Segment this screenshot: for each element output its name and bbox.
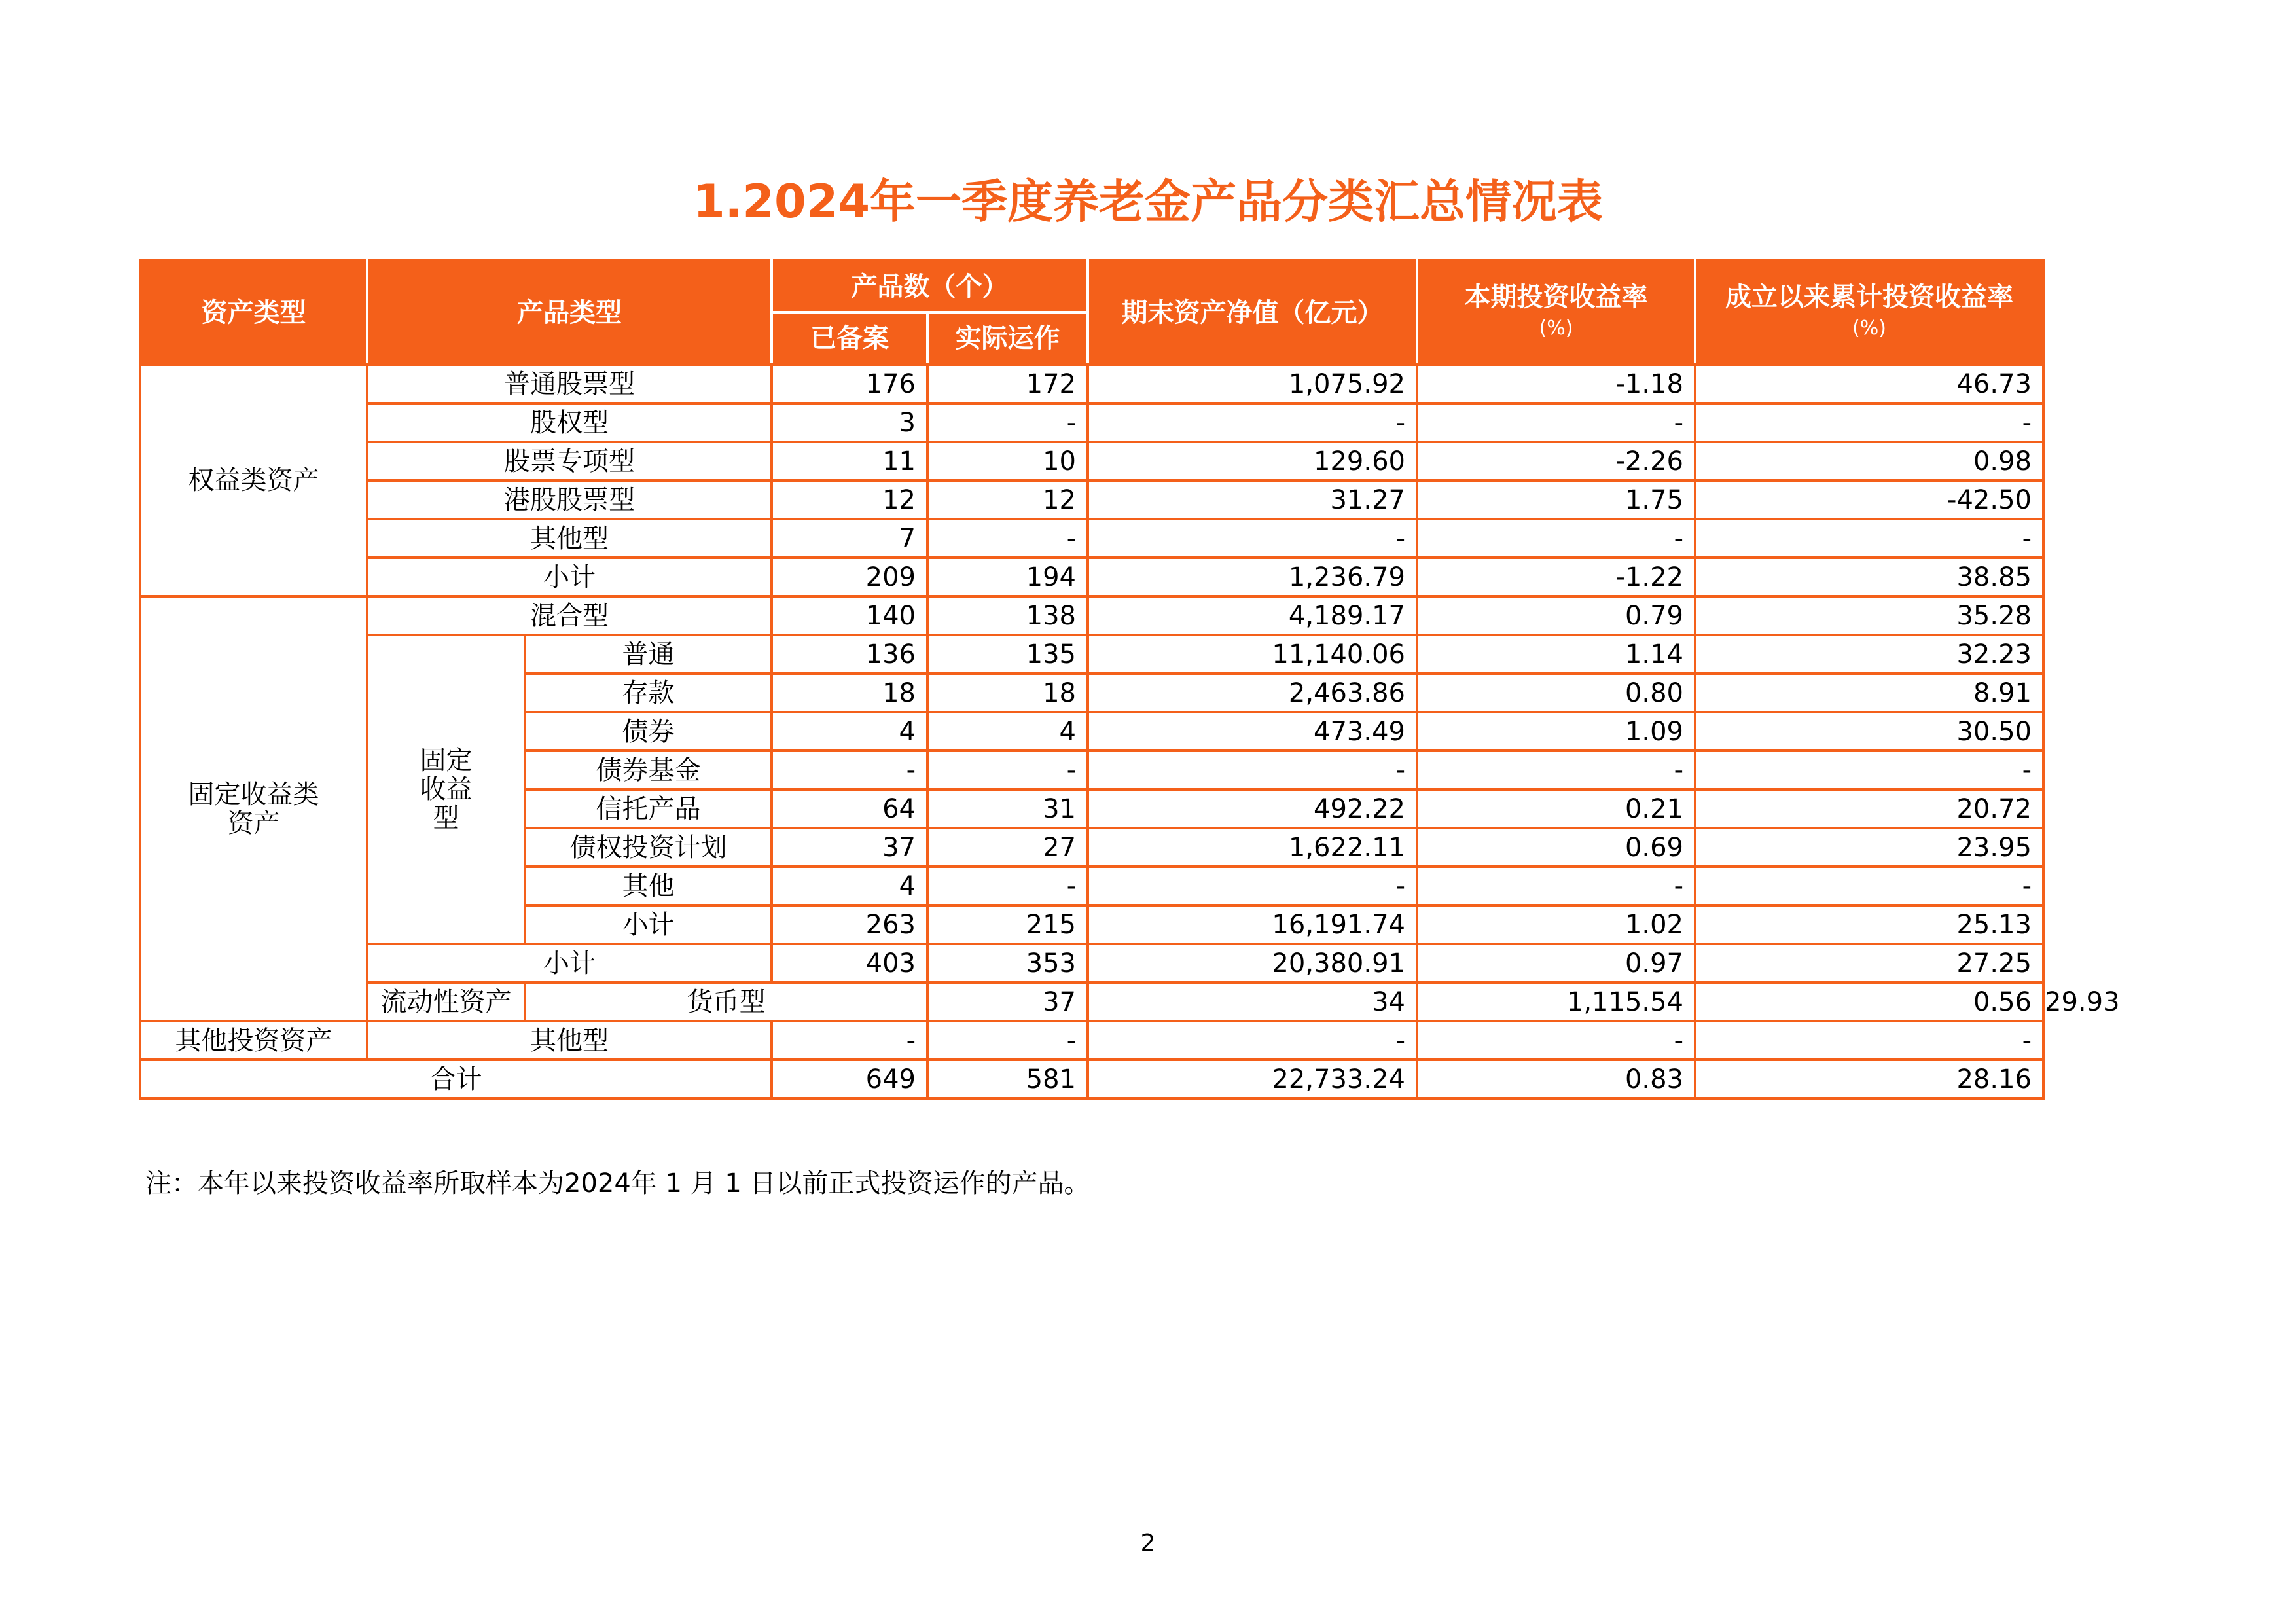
header-period-return-unit: (%) (1539, 316, 1573, 340)
net-asset-cell: 20,380.91 (1088, 944, 1417, 983)
operating-count-cell: 10 (927, 442, 1088, 480)
table-header (140, 261, 2043, 365)
filed-count-cell: 140 (772, 596, 927, 635)
period-return-cell: - (1417, 519, 1695, 558)
operating-count-cell: 172 (927, 365, 1088, 403)
net-asset-cell: 31.27 (1088, 480, 1417, 519)
cumulative-return-cell: - (1695, 1021, 2043, 1060)
group-fixed-income (140, 596, 367, 1021)
period-return-cell: 0.79 (1417, 596, 1695, 635)
product-type-cell: 债权投资计划 (525, 828, 772, 867)
pension-product-summary-table (139, 259, 2120, 1100)
filed-count-cell: 649 (772, 1060, 927, 1098)
table-row (140, 596, 2043, 635)
operating-count-cell: 581 (927, 1060, 1088, 1098)
product-type-cell: 混合型 (367, 596, 772, 635)
group-equity: 权益类资产 (140, 365, 367, 596)
filed-count-cell: 7 (772, 519, 927, 558)
product-type-cell: 小计 (367, 944, 772, 983)
group-fixed-income-type (367, 635, 525, 944)
cumulative-return-cell: 38.85 (1695, 558, 2043, 596)
cumulative-return-cell: - (1695, 519, 2043, 558)
net-asset-cell: 1,236.79 (1088, 558, 1417, 596)
period-return-cell: 0.21 (1417, 789, 1695, 828)
product-type-cell: 信托产品 (525, 789, 772, 828)
operating-count-cell: 34 (1088, 983, 1417, 1021)
net-asset-cell: 2,463.86 (1088, 674, 1417, 712)
net-asset-cell: - (1088, 403, 1417, 442)
net-asset-cell: 22,733.24 (1088, 1060, 1417, 1098)
cumulative-return-cell: - (1695, 867, 2043, 905)
table-row: 流动性资产 货币型 37 34 1,115.54 0.56 29.93 (140, 983, 2043, 1021)
operating-count-cell: 135 (927, 635, 1088, 674)
product-type-cell: 存款 (525, 674, 772, 712)
product-type-cell: 普通股票型 (367, 365, 772, 403)
product-type-cell: 其他型 (367, 1021, 772, 1060)
footnote: 注：本年以来投资收益率所取样本为2024年 1 月 1 日以前正式投资运作的产品。 (145, 1168, 1090, 1199)
header-asset-type: 资产类型 (140, 261, 367, 365)
net-asset-cell: - (1088, 867, 1417, 905)
period-return-cell: - (1417, 867, 1695, 905)
filed-count-cell: 209 (772, 558, 927, 596)
filed-count-cell: 37 (772, 828, 927, 867)
period-return-cell: - (1417, 751, 1695, 789)
operating-count-cell: 4 (927, 712, 1088, 751)
operating-count-cell: 18 (927, 674, 1088, 712)
operating-count-cell: 215 (927, 905, 1088, 944)
filed-count-cell: 176 (772, 365, 927, 403)
net-asset-cell: 16,191.74 (1088, 905, 1417, 944)
header-cumulative-return-unit: (%) (1852, 316, 1886, 340)
period-return-cell: -1.22 (1417, 558, 1695, 596)
page-title: 1.2024年一季度养老金产品分类汇总情况表 (692, 175, 1604, 228)
operating-count-cell: - (927, 867, 1088, 905)
header-net-asset: 期末资产净值（亿元） (1088, 261, 1417, 365)
period-return-cell: 1.09 (1417, 712, 1695, 751)
period-return-cell: 0.83 (1417, 1060, 1695, 1098)
period-return-cell: 1.02 (1417, 905, 1695, 944)
operating-count-cell: - (927, 519, 1088, 558)
header-filed: 已备案 (772, 312, 927, 365)
table-row (140, 519, 2043, 558)
period-return-cell: 1.14 (1417, 635, 1695, 674)
period-return-cell: 0.80 (1417, 674, 1695, 712)
period-return-cell: -1.18 (1417, 365, 1695, 403)
total-label: 合计 (140, 1060, 772, 1098)
net-asset-cell: 1,622.11 (1088, 828, 1417, 867)
cumulative-return-cell: 28.16 (1695, 1060, 2043, 1098)
operating-count-cell: 194 (927, 558, 1088, 596)
product-type-cell: 普通 (525, 635, 772, 674)
cumulative-return-cell: 30.50 (1695, 712, 2043, 751)
filed-count-cell: 18 (772, 674, 927, 712)
product-type-cell: 小计 (525, 905, 772, 944)
product-type-cell: 股票专项型 (367, 442, 772, 480)
product-type-cell: 股权型 (367, 403, 772, 442)
header-product-count: 产品数（个） (772, 261, 1088, 312)
net-asset-cell: 129.60 (1088, 442, 1417, 480)
group-liquidity: 流动性资产 (367, 983, 525, 1021)
period-return-cell: 0.69 (1417, 828, 1695, 867)
product-type-cell: 债券 (525, 712, 772, 751)
table-row (140, 635, 2043, 674)
cumulative-return-cell: - (1695, 751, 2043, 789)
filed-count-cell: 3 (772, 403, 927, 442)
period-return-cell: 0.56 (1695, 983, 2043, 1021)
header-period-return (1417, 261, 1695, 365)
cumulative-return-cell: -42.50 (1695, 480, 2043, 519)
table-row (140, 1021, 2043, 1060)
group-fixed-income-label: 固定收益类资产 (188, 779, 319, 839)
cumulative-return-cell: 35.28 (1695, 596, 2043, 635)
subtotal-row (140, 944, 2043, 983)
net-asset-cell: 1,115.54 (1417, 983, 1695, 1021)
filed-count-cell: 4 (772, 867, 927, 905)
table-row (140, 403, 2043, 442)
header-period-return-label: 本期投资收益率 (1464, 281, 1648, 312)
net-asset-cell: - (1088, 519, 1417, 558)
net-asset-cell: 1,075.92 (1088, 365, 1417, 403)
product-type-cell: 债券基金 (525, 751, 772, 789)
period-return-cell: - (1417, 403, 1695, 442)
filed-count-cell: - (772, 1021, 927, 1060)
table-row (140, 365, 2043, 403)
period-return-cell: 1.75 (1417, 480, 1695, 519)
cumulative-return-cell: 32.23 (1695, 635, 2043, 674)
page-number: 2 (1140, 1530, 1156, 1557)
net-asset-cell: - (1088, 751, 1417, 789)
cumulative-return-cell: 8.91 (1695, 674, 2043, 712)
filed-count-cell: 403 (772, 944, 927, 983)
cumulative-return-cell: 27.25 (1695, 944, 2043, 983)
cumulative-return-cell: 0.98 (1695, 442, 2043, 480)
net-asset-cell: - (1088, 1021, 1417, 1060)
group-fixed-income-type-label: 固定收益型 (420, 746, 473, 833)
table-row (140, 480, 2043, 519)
product-type-cell: 其他型 (367, 519, 772, 558)
operating-count-cell: - (927, 403, 1088, 442)
net-asset-cell: 11,140.06 (1088, 635, 1417, 674)
filed-count-cell: 4 (772, 712, 927, 751)
filed-count-cell: - (772, 751, 927, 789)
filed-count-cell: 37 (927, 983, 1088, 1021)
cumulative-return-cell: 25.13 (1695, 905, 2043, 944)
product-type-cell: 港股股票型 (367, 480, 772, 519)
header-cumulative-return (1695, 261, 2043, 365)
filed-count-cell: 263 (772, 905, 927, 944)
operating-count-cell: 27 (927, 828, 1088, 867)
operating-count-cell: - (927, 751, 1088, 789)
table-row (140, 442, 2043, 480)
filed-count-cell: 12 (772, 480, 927, 519)
group-other-investment: 其他投资资产 (140, 1021, 367, 1060)
net-asset-cell: 4,189.17 (1088, 596, 1417, 635)
cumulative-return-cell: 46.73 (1695, 365, 2043, 403)
period-return-cell: -2.26 (1417, 442, 1695, 480)
filed-count-cell: 11 (772, 442, 927, 480)
operating-count-cell: 12 (927, 480, 1088, 519)
operating-count-cell: 31 (927, 789, 1088, 828)
period-return-cell: - (1417, 1021, 1695, 1060)
product-type-cell: 其他 (525, 867, 772, 905)
filed-count-cell: 64 (772, 789, 927, 828)
header-cumulative-return-label: 成立以来累计投资收益率 (1725, 281, 2013, 312)
header-operating: 实际运作 (927, 312, 1088, 365)
cumulative-return-cell: - (1695, 403, 2043, 442)
cumulative-return-cell: 20.72 (1695, 789, 2043, 828)
net-asset-cell: 492.22 (1088, 789, 1417, 828)
net-asset-cell: 473.49 (1088, 712, 1417, 751)
cumulative-return-cell: 23.95 (1695, 828, 2043, 867)
operating-count-cell: 138 (927, 596, 1088, 635)
header-product-type: 产品类型 (367, 261, 772, 365)
subtotal-row (140, 558, 2043, 596)
filed-count-cell: 136 (772, 635, 927, 674)
period-return-cell: 0.97 (1417, 944, 1695, 983)
product-type-cell: 小计 (367, 558, 772, 596)
total-row (140, 1060, 2043, 1098)
operating-count-cell: 353 (927, 944, 1088, 983)
product-type-cell: 货币型 (525, 983, 927, 1021)
operating-count-cell: - (927, 1021, 1088, 1060)
